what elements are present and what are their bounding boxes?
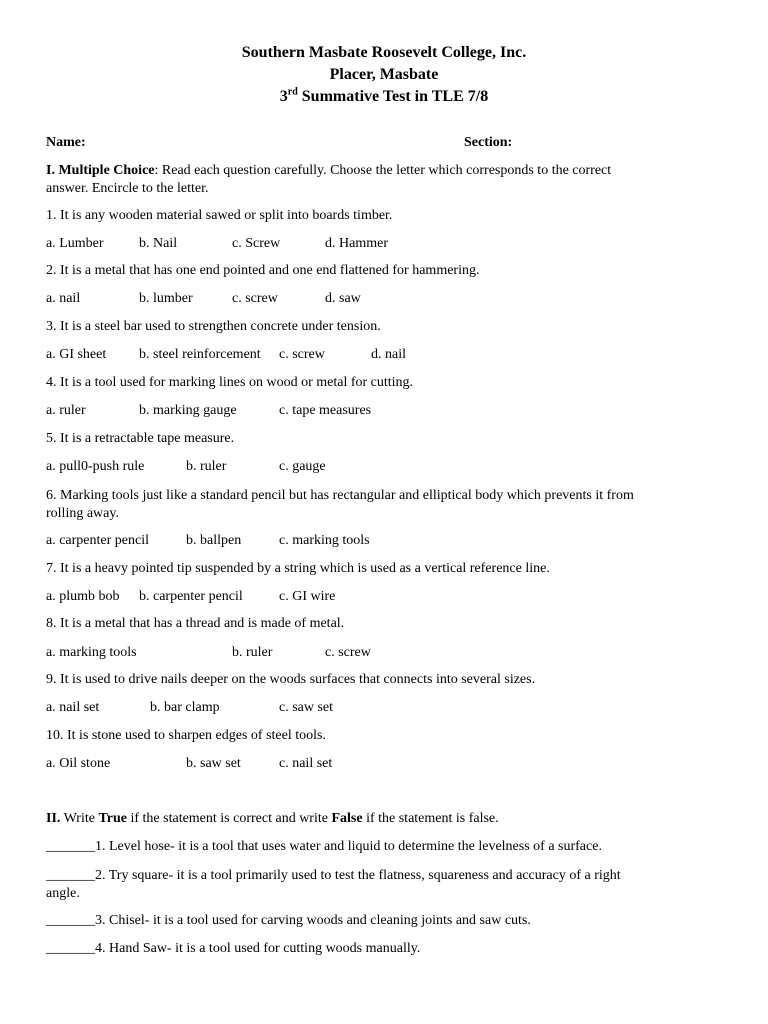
choice-4b: b. marking gauge <box>139 403 237 418</box>
choice-8a: a. marking tools <box>46 645 137 660</box>
test-title: 3rd Summative Test in TLE 7/8 <box>279 86 489 105</box>
choice-1a: a. Lumber <box>46 236 104 251</box>
part2-instructions: II. Write True if the statement is correct and write False if the statement is false. <box>46 811 499 826</box>
question-8: 8. It is a metal that has a thread and is made of metal. <box>46 616 345 631</box>
question-5: 5. It is a retractable tape measure. <box>46 431 235 446</box>
question-4: 4. It is a tool used for marking lines on wood or metal for cutting. <box>46 375 414 390</box>
choice-5c: c. gauge <box>279 459 326 474</box>
choice-5a: a. pull0-push rule <box>46 459 145 474</box>
choice-7a: a. plumb bob <box>46 589 120 604</box>
choice-8b: b. ruler <box>232 645 273 660</box>
choice-3c: c. screw <box>279 347 325 362</box>
choice-7b: b. carpenter pencil <box>139 589 243 604</box>
choice-3d: d. nail <box>371 347 406 362</box>
choice-5b: b. ruler <box>186 459 227 474</box>
choice-6a: a. carpenter pencil <box>46 533 149 548</box>
choice-9a: a. nail set <box>46 700 100 715</box>
choice-4c: c. tape measures <box>279 403 372 418</box>
choice-1d: d. Hammer <box>325 236 388 251</box>
choice-6c: c. marking tools <box>279 533 370 548</box>
choice-10b: b. saw set <box>186 756 241 771</box>
tf-item-4: _______4. Hand Saw- it is a tool used for cutting woods manually. <box>46 941 421 956</box>
choice-2b: b. lumber <box>139 291 193 306</box>
question-10: 10. It is stone used to sharpen edges of steel tools. <box>46 728 326 743</box>
choice-6b: b. ballpen <box>186 533 242 548</box>
choice-3b: b. steel reinforcement <box>139 347 261 362</box>
question-1: 1. It is any wooden material sawed or split into boards timber. <box>46 208 393 223</box>
choice-2a: a. nail <box>46 291 81 306</box>
question-7: 7. It is a heavy pointed tip suspended by a string which is used as a vertical reference line. <box>46 561 550 576</box>
question-3: 3. It is a steel bar used to strengthen concrete under tension. <box>46 319 381 334</box>
school-name: Southern Masbate Roosevelt College, Inc. <box>241 44 527 61</box>
choice-2c: c. screw <box>232 291 278 306</box>
choice-7c: c. GI wire <box>279 589 336 604</box>
choice-9b: b. bar clamp <box>150 700 220 715</box>
choice-2d: d. saw <box>325 291 361 306</box>
school-location: Placer, Masbate <box>329 66 439 83</box>
choice-1c: c. Screw <box>232 236 281 251</box>
tf-item-2: _______2. Try square- it is a tool primarily used to test the flatness, squareness and accuracy of a right angle. <box>46 868 621 901</box>
choice-3a: a. GI sheet <box>46 347 107 362</box>
tf-item-1: _______1. Level hose- it is a tool that uses water and liquid to determine the levelness of a surface. <box>46 839 602 854</box>
question-9: 9. It is used to drive nails deeper on the woods surfaces that connects into several sizes. <box>46 672 536 687</box>
choice-4a: a. ruler <box>46 403 86 418</box>
choice-10a: a. Oil stone <box>46 756 111 771</box>
section-label: Section: <box>464 135 513 150</box>
choice-10c: c. nail set <box>279 756 333 771</box>
name-label: Name: <box>46 135 86 150</box>
tf-item-3: _______3. Chisel- it is a tool used for carving woods and cleaning joints and saw cuts. <box>46 913 531 928</box>
part1-instructions: I. Multiple Choice: Read each question carefully. Choose the letter which corresponds to the correct answer. Encircle to the letter. <box>46 163 612 196</box>
choice-8c: c. screw <box>325 645 371 660</box>
question-6: 6. Marking tools just like a standard pencil but has rectangular and elliptical body which prevents it from rolling away. <box>46 488 634 521</box>
choice-1b: b. Nail <box>139 236 178 251</box>
question-2: 2. It is a metal that has one end pointed and one end flattened for hammering. <box>46 263 480 278</box>
choice-9c: c. saw set <box>279 700 334 715</box>
